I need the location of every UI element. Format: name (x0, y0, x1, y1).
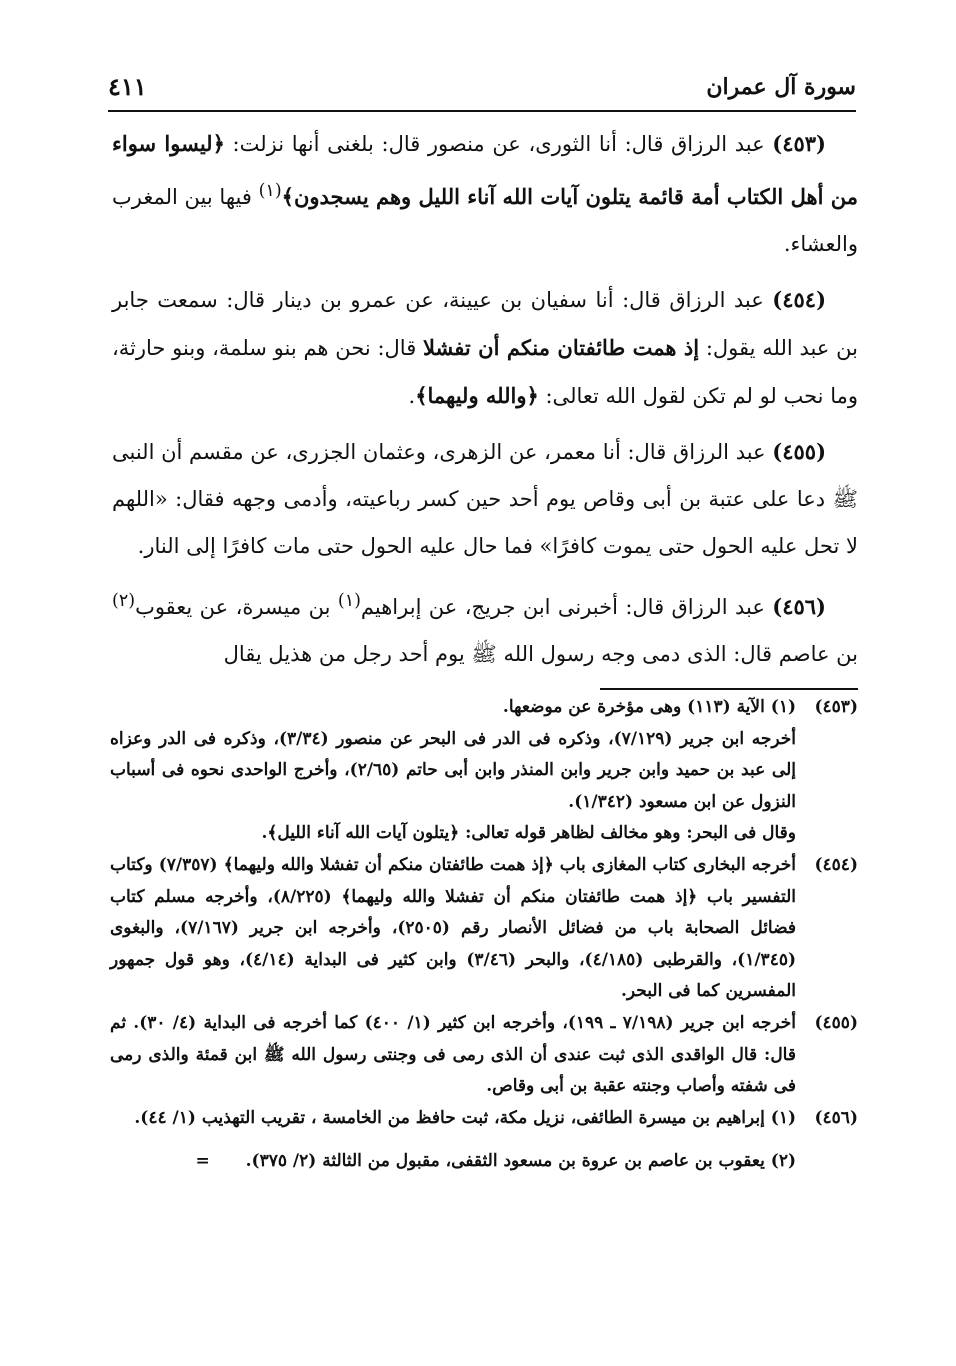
footnote-separator (600, 688, 858, 690)
quran-quote: ﴿والله وليهما﴾ (415, 383, 539, 408)
footnote-text: أخرجه البخارى كتاب المغازى باب ﴿إذ همت طائفتان منكم أن تفشلا والله وليهما﴾ (٧/٣٥٧) وكتاب التفسير باب ﴿إذ همت طائفتان منكم أن تفشلا والله وليهما﴾ (٨/٢٢٥)، وأخرجه مسلم كتاب فضائل الصحابة باب من فضائل الأنصار رقم (٢٥٠٥)، وأخرجه ابن جرير (٧/١٦٧)، والبغوى (١/٣٤٥)، والقرطبى (٤/١٨٥)، والبحر (٣/٤٦) وابن كثير فى البداية (٤/١٤)، وهو قول جمهور المفسرين كما فى البحر. (110, 854, 796, 1002)
footnote-label: (٤٥٣) (814, 697, 858, 717)
narration-text: عبد الرزاق قال: أنا سفيان بن عيينة، عن عمرو بن دينار قال: سمعت جابر بن عبد الله يقول: (112, 288, 858, 360)
narration-text: فيها بين المغرب والعشاء. (112, 185, 858, 256)
narration-text: عبد الرزاق قال: أنا معمر، عن الزهرى، وعثمان الجزرى، عن مقسم أن النبى ﷺ دعا على عتبة بن أبى وقاص يوم أحد حين كسر رباعيته، وأدمى وجهه فقال: «اللهم لا تحل عليه الحول حتى يموت كافرًا» فما حال عليه الحول حتى مات كافرًا إلى النار. (112, 440, 858, 558)
footnote-ref: (١) (258, 181, 282, 201)
surah-title: سورة آل عمران (706, 74, 856, 100)
page-header (108, 68, 856, 112)
footnote-ref: (٢) (112, 591, 136, 611)
footnote-text: (٢) يعقوب بن عاصم بن عروة بن مسعود الثقفى، مقبول من الثالثة (٢/ ٣٧٥). (245, 1151, 796, 1172)
narration-text: بن عاصم قال: الذى دمى وجه رسول الله ﷺ يوم أحد رجل من هذيل يقال (223, 642, 858, 666)
footnote-text: أخرجه ابن جرير (٧/١٩٨ ـ ١٩٩)، وأخرجه ابن كثير (١/ ٤٠٠) كما أخرجه فى البداية (٤/ ٣٠). ثم قال: قال الواقدى الذى ثبت عندى أن الذى رمى فى وجنتى رسول الله ﷺ ابن قمئة والذى رمى فى شفته وأصاب وجنته عقبة بن أبى وقاص. (110, 1012, 796, 1097)
narration-455 (112, 428, 858, 570)
main-text (112, 120, 858, 686)
footnote-ref: (١) (337, 591, 361, 611)
footnote-456 (110, 1103, 858, 1135)
quran-quote: ﴿ليسوا سواء من أهل الكتاب أمة قائمة يتلون آيات الله آناء الليل وهم يسجدون﴾ (112, 131, 858, 209)
narration-454 (112, 276, 858, 420)
footnote-text: (١) إبراهيم بن ميسرة الطائفى، نزيل مكة، ثبت حافظ من الخامسة ، تقريب التهذيب (١/ ٤٤). (134, 1107, 796, 1128)
footnote-456-continued (110, 1146, 858, 1178)
narration-456 (112, 578, 858, 678)
footnote-text: (١) الآية (١١٣) وهى مؤخرة عن موضعها. (502, 697, 796, 717)
narration-number: (٤٥٥) (772, 439, 826, 464)
footnote-text: وقال فى البحر: وهو مخالف لظاهر قوله تعالى: ﴿يتلون آيات الله آناء الليل﴾. (261, 823, 796, 844)
narration-text: قال: نحن هم بنو سلمة، وبنو حارثة، وما نحب لو لم تكن لقول الله تعالى: (112, 336, 858, 408)
footnote-454 (110, 850, 858, 1008)
quran-quote: إذ همت طائفتان منكم أن تفشلا (423, 335, 700, 360)
footnote-455 (110, 1008, 858, 1103)
footnote-label: (٤٥٤) (814, 854, 858, 875)
narration-text: عبد الرزاق قال: أنا الثورى، عن منصور قال: بلغنى أنها نزلت: (232, 132, 765, 156)
narration-text: عبد الرزاق قال: أخبرنى ابن جريج، عن إبراهيم (360, 595, 765, 619)
narration-text: بن ميسرة، عن يعقوب (135, 595, 331, 619)
narration-number: (٤٥٤) (772, 287, 826, 312)
narration-number: (٤٥٣) (772, 131, 826, 156)
narration-text: . (408, 384, 416, 408)
narration-453 (112, 120, 858, 268)
footnote-label: (٤٥٦) (814, 1107, 858, 1128)
narration-number: (٤٥٦) (772, 594, 826, 619)
footnote-453 (110, 692, 858, 850)
footnote-label: (٤٥٥) (814, 1012, 858, 1033)
continuation-mark: = (195, 1151, 210, 1172)
page-number: ٤١١ (108, 72, 147, 101)
footnotes (110, 692, 858, 1178)
footnote-text: أخرجه ابن جرير (٧/١٢٩)، وذكره فى الدر فى البحر عن منصور (٣/٣٤)، وذكره فى الدر وعزاه إلى عبد بن حميد وابن جرير وابن المنذر وابن أبى حاتم (٢/٦٥)، وأخرج الواحدى نحوه فى أسباب النزول عن ابن مسعود (١/٣٤٢). (110, 728, 796, 812)
